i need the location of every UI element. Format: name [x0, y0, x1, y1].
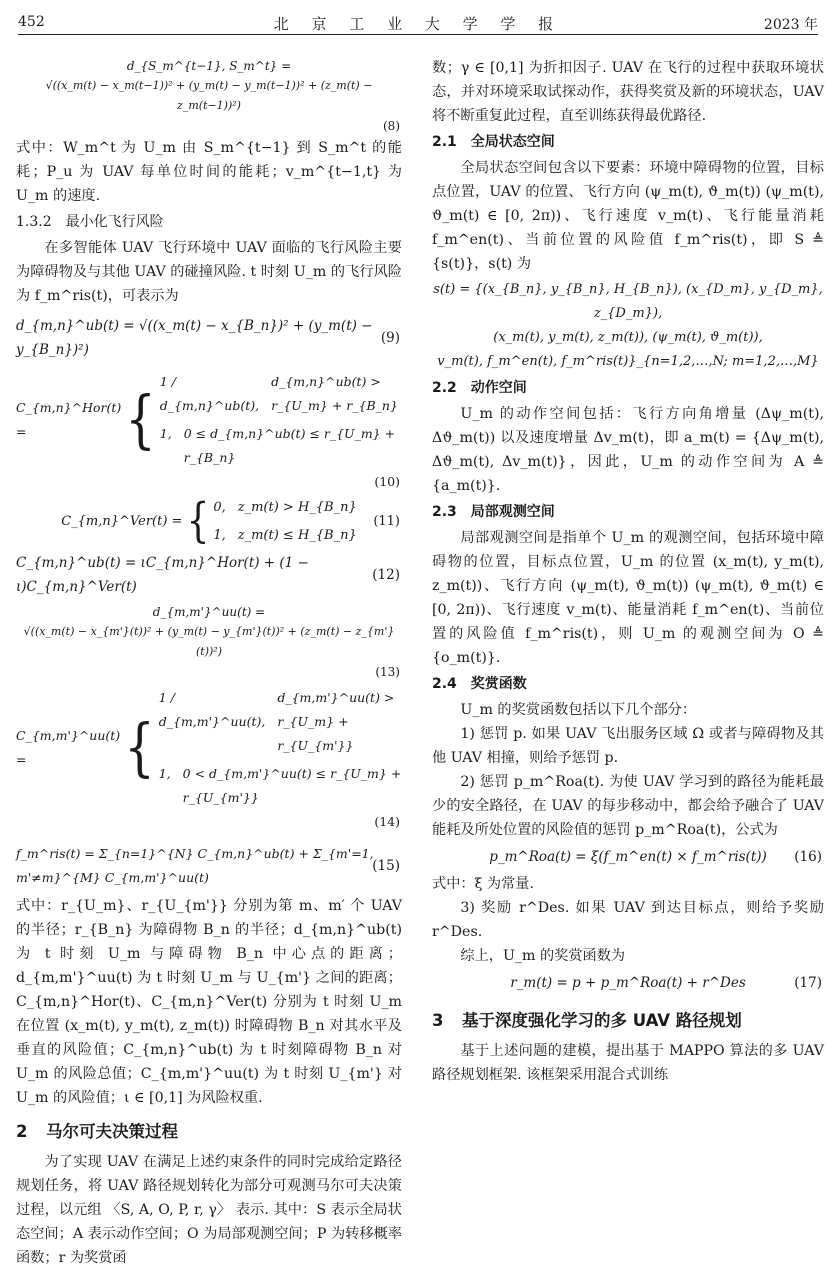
- state-line-1: s(t) = {(x_{B_n}, y_{B_n}, H_{B_n}), (x_{D_m}, y_{D_m}, z_{D_m}),: [433, 282, 823, 321]
- section-2-2-heading: 2.2 动作空间: [432, 380, 527, 396]
- section-3-number: 3: [432, 1011, 444, 1030]
- section-2-heading: [16, 1120, 402, 1144]
- equation-13-rhs: √((x_m(t) − x_{m'}(t))² + (y_m(t) − y_{m'}(t))² + (z_m(t) − z_{m'}(t))²): [23, 625, 395, 658]
- equation-10: [16, 370, 402, 494]
- paragraph-continued: 数；γ ∈ [0,1] 为折扣因子. UAV 在飞行的过程中获取环境状态，并对环境采取试探动作，获得奖赏及新的环境状态，UAV 将不断重复此过程，直至训练获得最优路径.: [432, 60, 824, 124]
- journal-title: 北 京 工 业 大 学 学 报: [273, 15, 563, 33]
- section-3-title: 基于深度强化学习的多 UAV 路径规划: [462, 1011, 742, 1030]
- equation-15-body: f_m^ris(t) = Σ_{n=1}^{N} C_{m,n}^ub(t) + Σ_{m'=1, m'≠m}^{M} C_{m,m'}^uu(t): [16, 846, 374, 885]
- equation-11-lhs: C_{m,n}^Ver(t) =: [61, 514, 183, 529]
- publication-year: 2023 年: [763, 17, 818, 33]
- equation-8: [16, 56, 402, 136]
- equation-12-body: C_{m,n}^ub(t) = ιC_{m,n}^Hor(t) + (1 − ι)C_{m,n}^Ver(t): [16, 555, 309, 595]
- equation-14-case2-condition: 0 < d_{m,m'}^uu(t) ≤ r_{U_m} + r_{U_{m'}}: [182, 766, 402, 805]
- paragraph-2-2: U_m 的动作空间包括：飞行方向角增量 (Δψ_m(t), Δϑ_m(t)) 以及速度增量 Δv_m(t)，即 a_m(t) = {Δψ_m(t), Δϑ_m(t), Δv_m(t)}，因此，U_m 的动作空间为 A ≜ {a_m(t)}.: [432, 406, 824, 494]
- equation-12: [16, 551, 402, 599]
- paragraph-flight-risk: 在多智能体 UAV 飞行环境中 UAV 面临的飞行风险主要为障碍物及与其他 UAV 的碰撞风险. t 时刻 U_m 的飞行风险为 f_m^ris(t)，可表示为: [16, 240, 402, 304]
- equation-10-number: (10): [374, 474, 400, 489]
- paragraph-2-1: 全局状态空间包含以下要素：环境中障碍物的位置，目标点位置，UAV 的位置、飞行方向 (ψ_m(t), ϑ_m(t)) (ψ_m(t), ϑ_m(t) ∈ [0, 2π))、飞行速度 v_m(t)、飞行能量消耗 f_m^en(t)、当前位置的风险值 f_m^ris(t)，即 S ≜ {s(t)}，s(t) 为: [432, 160, 824, 272]
- paragraph-2-3: 局部观测空间是指单个 U_m 的观测空间，包括环境中障碍物的位置，目标点位置，U_m 的位置 (x_m(t), y_m(t), z_m(t))、飞行方向 (ψ_m(t), ϑ_m(t)) (ψ_m(t), ϑ_m(t) ∈ [0, 2π))、飞行速度 v_m(t)、能量消耗 f_m^en(t)、当前位置的风险值 f_m^ris(t)，则 U_m 的观测空间为 O ≜ {o_m(t)}.: [432, 530, 824, 666]
- equation-10-lhs: C_{m,n}^Hor(t) =: [16, 400, 122, 439]
- equation-8-number: (8): [383, 119, 400, 133]
- equation-14-case1-condition: d_{m,m'}^uu(t) > r_{U_m} + r_{U_{m'}}: [277, 690, 395, 753]
- equation-16-body: p_m^Roa(t) = ξ(f_m^en(t) × f_m^ris(t)): [489, 849, 767, 865]
- equation-14-case2-value: 1,: [158, 766, 171, 781]
- equation-12-number: (12): [372, 567, 400, 583]
- equation-8-lhs: d_{S_m^{t−1}, S_m^t} =: [126, 59, 292, 73]
- reward-item-2: 2) 惩罚 p_m^Roa(t). 为使 UAV 学习到的路径为能耗最少的安全路径，在 UAV 的每步移动中，都会给予融合了 UAV 能耗及所处位置的风险值的惩罚 p_m^Roa(t)，公式为: [432, 774, 824, 838]
- equation-11-brace: {: [186, 494, 210, 548]
- section-2-number: 2: [16, 1122, 28, 1141]
- page-number: 452: [18, 14, 45, 30]
- equation-14: [16, 686, 402, 834]
- equation-9-number: (9): [380, 330, 400, 346]
- equation-8-rhs: √((x_m(t) − x_m(t−1))² + (y_m(t) − y_m(t−1))² + (z_m(t) − z_m(t−1))²): [45, 79, 373, 112]
- equation-16-number: (16): [794, 849, 822, 865]
- section-2-1-heading: 2.1 全局状态空间: [432, 134, 555, 150]
- equation-14-number: (14): [374, 814, 400, 829]
- reward-item-1: 1) 惩罚 p. 如果 UAV 飞出服务区域 Ω 或者与障碍物及其他 UAV 相撞，则给予惩罚 p.: [432, 726, 824, 766]
- equation-10-brace: {: [125, 383, 156, 457]
- equation-14-brace: {: [124, 711, 155, 785]
- equation-11-case2-value: 1,: [213, 528, 226, 543]
- section-3-heading: [432, 1009, 824, 1033]
- equation-14-lhs: C_{m,m'}^uu(t) =: [16, 728, 121, 767]
- section-1-3-2-heading: 1.3.2 最小化飞行风险: [16, 214, 164, 230]
- equation-9: [16, 314, 402, 362]
- equation-13-lhs: d_{m,m'}^uu(t) =: [152, 605, 266, 619]
- page-header: [18, 8, 818, 35]
- equation-17: [432, 971, 824, 995]
- section-2-title: 马尔可夫决策过程: [46, 1122, 178, 1141]
- equation-11-case1-condition: z_m(t) > H_{B_n}: [237, 500, 357, 515]
- section-2-4-heading: 2.4 奖赏函数: [432, 676, 527, 692]
- equation-10-case1-value: 1 / d_{m,n}^ub(t),: [159, 374, 260, 413]
- section-2-3-heading: 2.3 局部观测空间: [432, 504, 555, 520]
- equation-13: [16, 602, 402, 682]
- equation-10-case2-value: 1,: [159, 426, 172, 441]
- equation-10-case1-condition: d_{m,n}^ub(t) > r_{U_m} + r_{B_n}: [271, 374, 398, 413]
- equation-15: [16, 842, 402, 890]
- equation-11-number: (11): [373, 514, 400, 529]
- equation-11-case1-value: 0,: [213, 500, 226, 515]
- right-column: [432, 56, 824, 1087]
- state-line-2: (x_m(t), y_m(t), z_m(t)), (ψ_m(t), ϑ_m(t)),: [493, 330, 763, 345]
- paragraph-section-2: 为了实现 UAV 在满足上述约束条件的同时完成给定路径规划任务，将 UAV 路径规划转化为部分可观测马尔可夫决策过程，以元组 〈S, A, O, P, r, γ〉 表示. 其中：S 表示全局状态空间；A 表示动作空间；O 为局部观测空间；P 为转移概率函数；r 为奖赏函: [16, 1154, 402, 1266]
- state-definition: [432, 278, 824, 374]
- reward-item-3: 3) 奖励 r^Des. 如果 UAV 到达目标点，则给予奖励 r^Des.: [432, 900, 824, 940]
- paragraph-after-eq16: 式中：ξ 为常量.: [432, 876, 534, 892]
- paragraph-section-3: 基于上述问题的建模，提出基于 MAPPO 算法的多 UAV 路径规划框架. 该框架采用混合式训练: [432, 1043, 824, 1083]
- equation-15-number: (15): [372, 858, 400, 874]
- equation-9-body: d_{m,n}^ub(t) = √((x_m(t) − x_{B_n})² + (y_m(t) − y_{B_n})²): [16, 318, 373, 358]
- paragraph-after-eq15: 式中：r_{U_m}、r_{U_{m'}} 分别为第 m、m′ 个 UAV 的半径；r_{B_n} 为障碍物 B_n 的半径；d_{m,n}^ub(t) 为 t 时刻 U_m 与障碍物 B_n 中心点的距离；d_{m,m'}^uu(t) 为 t 时刻 U_m 与 U_{m'} 之间的距离；C_{m,n}^Hor(t)、C_{m,n}^Ver(t) 分别为 t 时刻 U_m 在位置 (x_m(t), y_m(t), z_m(t)) 时障碍物 B_n 对其水平及垂直的风险值；C_{m,n}^ub(t) 为 t 时刻障碍物 B_n 对 U_m 的风险总值；C_{m,m'}^uu(t) 为 t 时刻 U_{m'} 对 U_m 的风险值；ι ∈ [0,1] 为风险权重.: [16, 898, 402, 1106]
- equation-11: [16, 496, 402, 548]
- equation-17-number: (17): [794, 975, 822, 991]
- paragraph-after-eq8: 式中：W_m^t 为 U_m 由 S_m^{t−1} 到 S_m^t 的能耗；P_u 为 UAV 每单位时间的能耗；v_m^{t−1,t} 为 U_m 的速度.: [16, 140, 402, 204]
- equation-16: [432, 845, 824, 869]
- equation-10-case2-condition: 0 ≤ d_{m,n}^ub(t) ≤ r_{U_m} + r_{B_n}: [183, 426, 396, 465]
- paragraph-2-4: U_m 的奖赏函数包括以下几个部分：: [460, 702, 697, 718]
- state-line-3: v_m(t), f_m^en(t), f_m^ris(t)}_{n=1,2,…,N; m=1,2,…,M}: [437, 354, 819, 369]
- equation-13-number: (13): [375, 665, 400, 679]
- paragraph-reward-summary: 综上，U_m 的奖赏函数为: [460, 948, 626, 964]
- equation-11-case2-condition: z_m(t) ≤ H_{B_n}: [237, 528, 357, 543]
- equation-14-case1-value: 1 / d_{m,m'}^uu(t),: [158, 690, 266, 729]
- left-column: [16, 56, 402, 1270]
- equation-17-body: r_m(t) = p + p_m^Roa(t) + r^Des: [510, 975, 746, 991]
